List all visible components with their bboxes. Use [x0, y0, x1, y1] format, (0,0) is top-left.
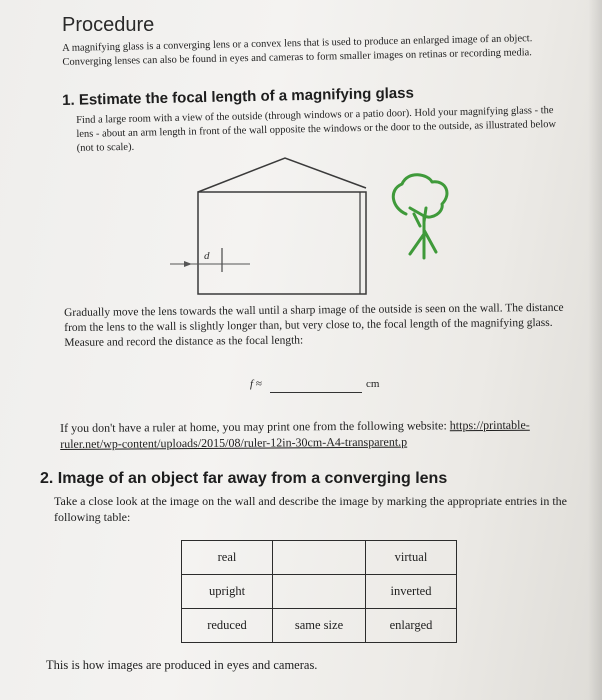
page-shadow — [588, 0, 602, 700]
table-row — [182, 575, 457, 609]
table-cell-inverted[interactable]: inverted — [366, 575, 457, 609]
table-cell-same-size[interactable]: same size — [273, 609, 366, 643]
house-roof — [198, 158, 366, 192]
room-walls — [198, 192, 366, 294]
ruler-note-text: If you don't have a ruler at home, you may print one from the following website: — [60, 418, 450, 435]
room-diagram — [170, 150, 470, 310]
table-row — [182, 541, 457, 575]
tree-icon — [393, 175, 447, 258]
section2-footer: This is how images are produced in eyes and cameras. — [46, 658, 318, 672]
table-cell-virtual[interactable]: virtual — [366, 541, 457, 575]
table-cell-upright[interactable]: upright — [182, 575, 273, 609]
table-cell-enlarged[interactable]: enlarged — [366, 609, 457, 643]
image-properties-table — [181, 540, 457, 643]
table-row — [182, 609, 457, 643]
measure-instructions: Gradually move the lens towards the wall until a sharp image of the outside is seen on the wall. The distance from the lens to the wall is slightly longer than, but very close to, the focal length of the magnifying glass. Measure and record the distance as the focal length: — [64, 301, 564, 349]
table-cell-empty[interactable] — [273, 541, 366, 575]
focal-length-unit: cm — [366, 378, 380, 390]
focal-length-label: f ≈ — [250, 378, 262, 390]
section1-heading: 1. Estimate the focal length of a magnifying glass — [62, 84, 415, 109]
ruler-link[interactable]: https://printable-ruler.net/wp-content/uploads/2015/08/ruler-12in-30cm-A4-transparent.p — [60, 417, 530, 451]
ruler-note — [60, 416, 590, 452]
distance-label: d — [204, 250, 210, 262]
table-cell-reduced[interactable]: reduced — [182, 609, 273, 643]
procedure-title: Procedure — [62, 14, 155, 36]
section2-instructions: Take a close look at the image on the wall and describe the image by marking the appropriate entries in the following table: — [54, 494, 567, 524]
arrow-head — [184, 261, 192, 267]
table-cell-empty[interactable] — [273, 575, 366, 609]
procedure-intro: A magnifying glass is a converging lens or a convex lens that is used to produce an enlarged image of an object. Converging lenses can also be found in eyes and cameras to form smaller images on retinas or recording media. — [62, 33, 533, 68]
table-cell-real[interactable]: real — [182, 541, 273, 575]
section2-heading: 2. Image of an object far away from a converging lens — [40, 470, 448, 487]
section1-instructions: Find a large room with a view of the outside (through windows or a patio door). Hold your magnifying glass - the lens - about an arm length in front of the wall opposite the windows or the door to the outside, as illustrated below (not to scale). — [76, 105, 557, 154]
focal-length-blank[interactable] — [270, 392, 362, 393]
